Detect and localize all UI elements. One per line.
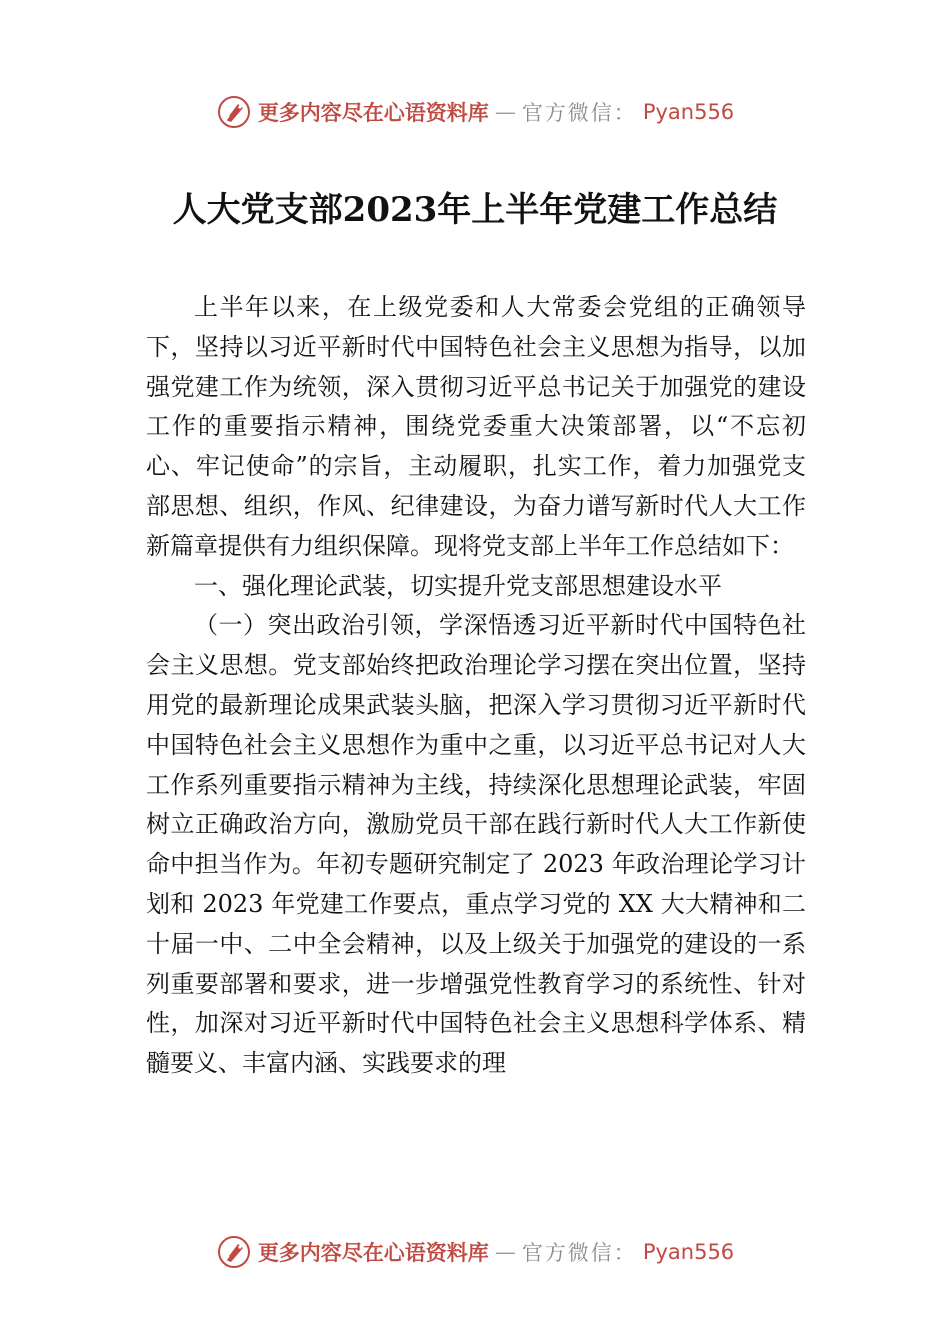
- watermark-official-label: 官方微信：: [521, 101, 637, 125]
- watermark-footer: [0, 1234, 950, 1270]
- watermark-promo-text: 更多内容尽在心语资料库: [257, 1240, 489, 1265]
- pen-nib-logo-icon: [216, 94, 252, 130]
- intro-paragraph: 上半年以来，在上级党委和人大常委会党组的正确领导下，坚持以习近平新时代中国特色社会主义思想为指导，以加强党建工作为统领，深入贯彻习近平总书记关于加强党的建设工作的重要指示精神，围绕党委重大决策部署，以“不忘初心、牢记使命”的宗旨，主动履职，扎实工作，着力加强党支部思想、组织，作风、纪律建设，为奋力谱写新时代人大工作新篇章提供有力组织保障。现将党支部上半年工作总结如下：: [146, 293, 806, 560]
- watermark-header: [0, 94, 950, 130]
- watermark-separator: —: [494, 1240, 516, 1264]
- section-heading: 一、强化理论武装，切实提升党支部思想建设水平: [194, 571, 722, 600]
- watermark-separator: —: [494, 100, 516, 124]
- subsection-paragraph: （一）突出政治引领，学深悟透习近平新时代中国特色社会主义思想。党支部始终把政治理论学习摆在突出位置，坚持用党的最新理论成果武装头脑，把深入学习贯彻习近平新时代中国特色社会主义思想作为重中之重，以习近平总书记对人大工作系列重要指示精神为主线，持续深化思想理论武装，牢固树立正确政治方向，激励党员干部在践行新时代人大工作新使命中担当作为。年初专题研究制定了 2023 年政治理论学习计划和 2023 年党建工作要点，重点学习党的 XX 大大精神和二十届一中、二中全会精神，以及上级关于加强党的建设的一系列重要部署和要求，进一步增强党性教育学习的系统性、针对性，加深对习近平新时代中国特色社会主义思想科学体系、精髓要义、丰富内涵、实践要求的理: [146, 611, 806, 1078]
- watermark-wechat-id: Pyan556: [642, 1240, 735, 1264]
- watermark-promo-text: 更多内容尽在心语资料库: [257, 100, 489, 125]
- watermark-wechat-id: Pyan556: [642, 100, 735, 124]
- document-body: [146, 288, 806, 1084]
- pen-nib-logo-icon: [216, 1234, 252, 1270]
- watermark-official-label: 官方微信：: [521, 1241, 637, 1265]
- document-title: 人大党支部2023年上半年党建工作总结: [172, 190, 778, 230]
